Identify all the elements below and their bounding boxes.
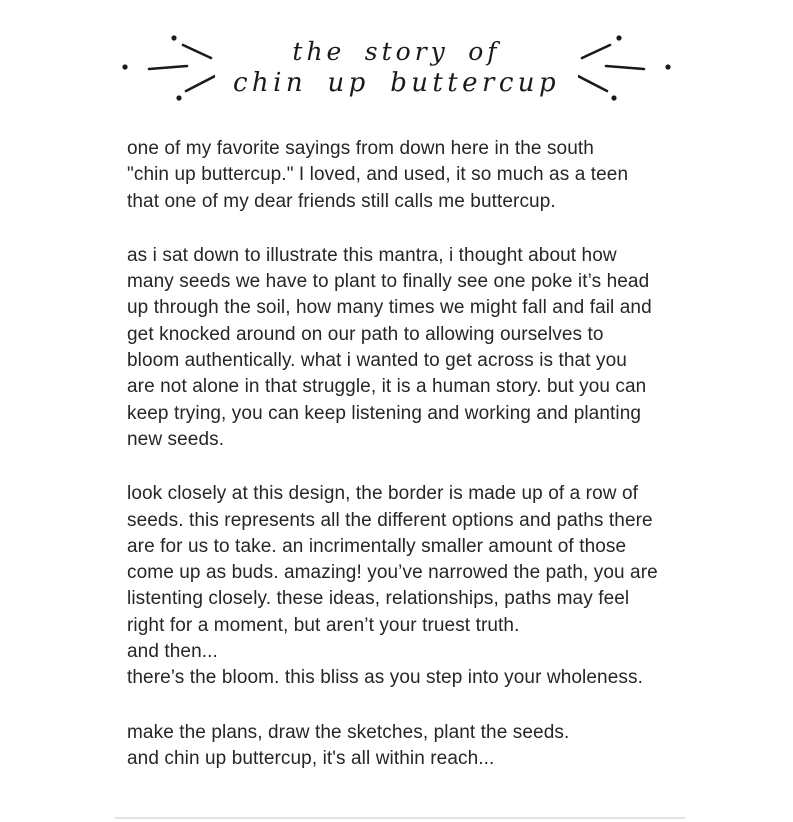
- text-line: that one of my dear friends still calls me buttercup.: [127, 190, 556, 212]
- paragraph-closing: [127, 720, 679, 773]
- story-text: [0, 136, 793, 772]
- sparkle-right-icon: [578, 32, 682, 104]
- text-line: one of my favorite sayings from down here in the south: [127, 138, 594, 159]
- page-title-line2: chin up buttercup: [232, 68, 561, 99]
- text-line: there’s the bloom. this bliss as you step into your wholeness.: [127, 667, 643, 689]
- text-line: as i sat down to illustrate this mantra, i thought about how: [127, 244, 617, 266]
- paragraph-mantra: [127, 243, 679, 453]
- text-line: up through the soil, how many times we might fall and fail and: [127, 297, 652, 319]
- paragraph-design: [127, 481, 679, 691]
- text-line: come up as buds. amazing! you’ve narrowed the path, you are: [127, 562, 658, 584]
- text-line: new seeds.: [127, 428, 225, 450]
- footer-divider: [115, 817, 685, 819]
- text-line: "chin up buttercup." I loved, and used, it so much as a teen: [127, 164, 629, 186]
- text-line: are for us to take. an incrimentally smaller amount of those: [127, 535, 627, 557]
- text-line: seeds. this represents all the different options and paths there: [127, 509, 653, 531]
- text-line: many seeds we have to plant to finally see one poke it’s head: [127, 271, 650, 293]
- page-title-line1: the story of: [292, 37, 501, 67]
- page-header: [0, 26, 793, 110]
- text-line: listenting closely. these ideas, relationships, paths may feel: [127, 588, 630, 610]
- text-line: bloom authentically. what i wanted to get across is that you: [127, 350, 627, 372]
- text-line: and then...: [127, 641, 218, 663]
- text-line: look closely at this design, the border is made up of a row of: [127, 483, 639, 505]
- page-title: [233, 36, 560, 100]
- text-line: are not alone in that struggle, it is a human story. but you can: [127, 376, 647, 398]
- text-line: make the plans, draw the sketches, plant the seeds.: [127, 721, 570, 743]
- text-line: and chin up buttercup, it's all within reach...: [127, 747, 495, 769]
- text-line: get knocked around on our path to allowing ourselves to: [127, 323, 604, 345]
- text-line: keep trying, you can keep listening and working and planting: [127, 402, 642, 424]
- paragraph-intro: [127, 136, 679, 215]
- sparkle-left-icon: [111, 32, 215, 104]
- text-line: right for a moment, but aren’t your truest truth.: [127, 614, 520, 636]
